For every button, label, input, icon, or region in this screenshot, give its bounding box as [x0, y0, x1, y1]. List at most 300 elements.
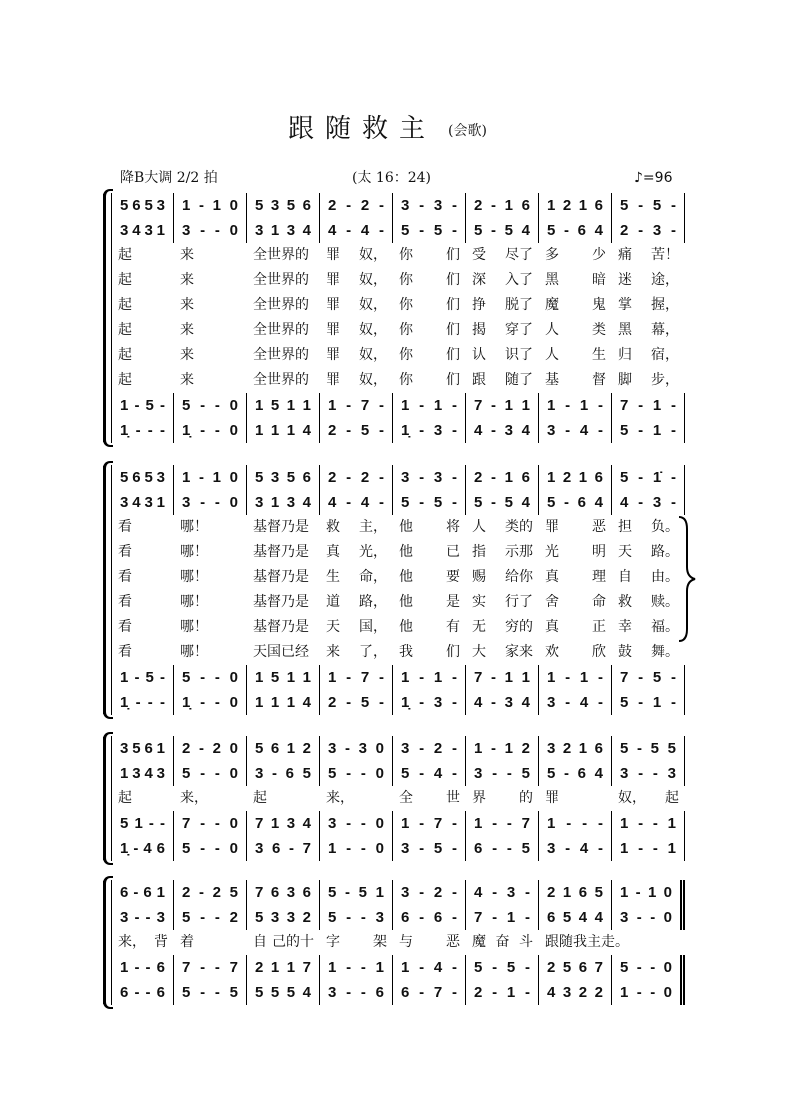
token: 看	[118, 569, 132, 585]
lyric-cell	[466, 930, 539, 955]
lyric-cell	[320, 368, 393, 393]
token: -	[638, 494, 644, 511]
lyric-cell	[174, 930, 247, 955]
token: 3	[156, 469, 165, 486]
token: 5	[620, 694, 629, 711]
token: -	[670, 222, 676, 239]
token: 6	[270, 740, 280, 757]
measure	[174, 665, 247, 690]
token: 0	[229, 765, 238, 782]
token: 3	[328, 740, 337, 757]
token: 1	[375, 884, 384, 901]
token: 2	[182, 740, 191, 757]
token: 1	[667, 840, 676, 857]
token: 1	[578, 197, 588, 214]
lyric-cell	[393, 515, 466, 540]
token: 5	[358, 884, 367, 901]
lyric-cell	[320, 615, 393, 640]
lyric-cell	[393, 318, 466, 343]
token: 类	[592, 322, 606, 338]
token: -	[200, 840, 206, 857]
token: 3	[433, 422, 443, 439]
token: 1	[328, 959, 337, 976]
token: 1	[474, 815, 483, 832]
lyric-line	[112, 515, 685, 540]
token: -	[451, 909, 457, 926]
token: 0	[663, 959, 672, 976]
lyric-cell	[174, 243, 247, 268]
token: 们	[446, 272, 460, 288]
token: -	[199, 469, 204, 486]
measure	[112, 665, 174, 690]
measure	[247, 761, 320, 786]
token: 2	[433, 884, 443, 901]
token: -	[491, 694, 496, 711]
token: 1	[120, 397, 129, 414]
token: 5	[521, 840, 530, 857]
token: 7	[433, 984, 443, 1001]
token: -	[378, 422, 384, 439]
token: 来，	[326, 790, 354, 806]
token: 真	[545, 569, 559, 585]
token: 暗	[592, 272, 606, 288]
measure	[612, 665, 685, 690]
lyric-cell	[393, 293, 466, 318]
lyric-cell	[247, 930, 320, 955]
lyric-cell	[612, 515, 685, 540]
token: -	[200, 669, 206, 686]
token: 5	[145, 397, 154, 414]
token: -	[491, 740, 496, 757]
token: 1	[433, 397, 443, 414]
token: -	[670, 469, 676, 486]
lyric-cell	[539, 368, 612, 393]
token: 4	[594, 222, 603, 239]
token: 3	[504, 694, 513, 711]
measure	[539, 880, 612, 905]
lyric-cell	[247, 293, 320, 318]
token: 0	[375, 740, 384, 757]
token: 奴，	[359, 247, 387, 263]
lyric-cell	[393, 930, 466, 955]
token: 6	[594, 740, 603, 757]
measure	[320, 955, 393, 980]
token: -	[636, 984, 642, 1001]
token: 起	[118, 347, 132, 363]
token: 恶	[592, 519, 606, 535]
token: 1̣	[120, 422, 129, 439]
token: 1	[286, 694, 296, 711]
token: 们	[446, 322, 460, 338]
measure	[393, 880, 466, 905]
tempo-marking: ♪=96	[634, 170, 673, 186]
token: 3	[156, 765, 165, 782]
token: -	[378, 197, 384, 214]
measure	[174, 905, 247, 930]
token: 6	[132, 197, 141, 214]
measure	[539, 490, 612, 515]
token: -	[451, 197, 457, 214]
token: 来，	[180, 790, 208, 806]
token: 3	[667, 765, 676, 782]
token: -	[451, 884, 457, 901]
token: 1	[620, 840, 629, 857]
token: 5	[594, 884, 603, 901]
token: 理	[592, 569, 606, 585]
token: -	[200, 422, 206, 439]
token: 欢	[545, 644, 559, 660]
token: 奋	[495, 934, 510, 950]
token: -	[135, 422, 141, 439]
lyric-cell	[393, 590, 466, 615]
token: 4	[579, 840, 589, 857]
token: 世	[446, 790, 460, 806]
token: 4	[132, 494, 141, 511]
token: 黑	[618, 322, 632, 338]
measure	[539, 193, 612, 218]
token: 5	[182, 909, 191, 926]
token: 明	[592, 544, 606, 560]
token: -	[650, 984, 656, 1001]
upper-staff-row	[112, 880, 685, 905]
token: 了，	[359, 644, 387, 660]
token: -	[638, 694, 644, 711]
scripture-reference: (太 16：24)	[352, 170, 432, 186]
token: 起	[118, 272, 132, 288]
token: 命	[592, 594, 606, 610]
token: 1	[286, 959, 296, 976]
token: 全	[399, 790, 413, 806]
token: 3	[433, 469, 443, 486]
measure	[112, 490, 174, 515]
token: -	[597, 694, 603, 711]
lyric-cell	[112, 615, 174, 640]
lyric-cell	[320, 243, 393, 268]
token: 5	[620, 197, 629, 214]
token: 5	[521, 765, 530, 782]
token: 5	[506, 959, 516, 976]
token: -	[346, 694, 352, 711]
measure	[174, 690, 247, 715]
lyric-cell	[466, 368, 539, 393]
lyric-cell	[539, 615, 612, 640]
token: -	[451, 669, 457, 686]
token: -	[565, 397, 571, 414]
measure	[393, 836, 466, 861]
lyric-cell	[174, 515, 247, 540]
token: 3	[547, 422, 556, 439]
token: -	[133, 840, 139, 857]
token: -	[199, 740, 204, 757]
measure	[612, 465, 685, 490]
measure	[612, 393, 685, 418]
measure	[174, 955, 247, 980]
token: 看	[118, 544, 132, 560]
token: 3	[182, 222, 191, 239]
token: 来	[180, 272, 194, 288]
measure	[539, 955, 612, 980]
token: 少	[592, 247, 606, 263]
lyric-line	[112, 268, 685, 293]
measure	[612, 418, 685, 443]
lyric-line	[112, 318, 685, 343]
token: 救	[618, 594, 632, 610]
lyric-cell	[539, 515, 612, 540]
lyric-cell	[247, 318, 320, 343]
token: 哪！	[180, 569, 208, 585]
token: 2	[594, 984, 603, 1001]
token: 4	[144, 765, 153, 782]
score-system	[111, 465, 685, 715]
token: 深	[472, 272, 486, 288]
token: 鼓	[618, 644, 632, 660]
token: 5	[229, 984, 238, 1001]
token: 3	[358, 740, 367, 757]
measure	[612, 811, 685, 836]
token: 5	[120, 469, 129, 486]
token: 1	[212, 197, 221, 214]
token: 1	[302, 669, 311, 686]
token: 0	[229, 815, 238, 832]
lyric-line	[112, 615, 685, 640]
token: 实	[472, 594, 486, 610]
token: 3	[286, 884, 296, 901]
token: 们	[446, 347, 460, 363]
measure	[539, 665, 612, 690]
token: 6	[577, 222, 586, 239]
measure	[612, 761, 685, 786]
measure	[320, 218, 393, 243]
token: 1	[270, 422, 280, 439]
token: 5	[650, 740, 659, 757]
token: -	[565, 669, 571, 686]
token: -	[491, 397, 496, 414]
token: 掌	[618, 297, 632, 313]
token: -	[159, 669, 165, 686]
token: 6	[302, 884, 311, 901]
token: 5	[270, 669, 280, 686]
token: 6	[285, 765, 294, 782]
token: -	[597, 840, 603, 857]
lyric-cell	[174, 268, 247, 293]
token: 6	[120, 984, 129, 1001]
token: 归	[618, 347, 632, 363]
token: -	[200, 765, 206, 782]
token: -	[214, 765, 220, 782]
lyric-cell	[247, 590, 320, 615]
token: -	[524, 884, 530, 901]
token: 3	[328, 815, 337, 832]
token: 1	[286, 397, 296, 414]
token: 0	[229, 694, 238, 711]
measure	[612, 193, 685, 218]
token: 全世界的	[253, 372, 309, 388]
token: 3	[652, 494, 662, 511]
measure	[247, 665, 320, 690]
token: 5	[547, 765, 556, 782]
token: 基督乃是	[253, 594, 309, 610]
token: 来	[180, 247, 194, 263]
token: 3	[401, 197, 410, 214]
lyric-cell	[466, 318, 539, 343]
token: 无	[472, 619, 486, 635]
token: 4	[360, 494, 370, 511]
token: 3	[144, 222, 153, 239]
lyric-cell	[112, 640, 174, 665]
token: 1	[579, 397, 589, 414]
measure	[466, 761, 539, 786]
token: -	[582, 815, 588, 832]
token: 你	[399, 347, 413, 363]
token: 5	[182, 397, 191, 414]
measure	[174, 393, 247, 418]
token: 3	[401, 740, 410, 757]
brace-icon	[677, 515, 697, 643]
lyric-cell	[539, 565, 612, 590]
measure	[320, 418, 393, 443]
lyric-brace	[677, 515, 697, 643]
upper-staff-row	[112, 465, 685, 490]
token: 大	[472, 644, 486, 660]
token: 2	[474, 984, 483, 1001]
measure	[112, 218, 174, 243]
token: 4	[302, 222, 311, 239]
token: 1	[255, 397, 264, 414]
token: 4	[302, 494, 311, 511]
token: 看	[118, 619, 132, 635]
token: 5	[620, 422, 629, 439]
token: 有	[446, 619, 460, 635]
token: 跟	[472, 372, 486, 388]
token: 光	[545, 544, 559, 560]
measure	[612, 690, 685, 715]
token: 2	[433, 740, 443, 757]
token: 1	[286, 422, 296, 439]
lyric-cell	[466, 540, 539, 565]
token: 斗	[519, 934, 533, 950]
token: 6	[521, 197, 530, 214]
lyric-cell	[320, 640, 393, 665]
token: -	[145, 959, 151, 976]
measure	[320, 736, 393, 761]
token: 与	[399, 934, 413, 950]
token: 魔	[472, 934, 486, 950]
token: 3	[270, 469, 280, 486]
token: -	[214, 397, 220, 414]
token: 5	[547, 222, 556, 239]
token: 1	[547, 397, 556, 414]
measure	[539, 980, 612, 1005]
lyric-cell	[393, 615, 466, 640]
token: 来，	[118, 934, 146, 950]
page-subtitle: (会歌)	[448, 123, 487, 139]
token: 5	[182, 984, 191, 1001]
lyric-line	[112, 565, 685, 590]
measure	[247, 736, 320, 761]
token: 1	[620, 884, 629, 901]
measure	[393, 905, 466, 930]
token: 0	[375, 840, 384, 857]
token: 1	[506, 984, 516, 1001]
token: 来	[180, 297, 194, 313]
token: 4	[143, 840, 152, 857]
measure	[247, 193, 320, 218]
token: 4	[302, 984, 311, 1001]
token: 他	[399, 519, 413, 535]
token: 4	[328, 222, 337, 239]
token: 3	[120, 909, 129, 926]
lyric-cell	[393, 368, 466, 393]
token: -	[492, 815, 498, 832]
token: 3	[474, 765, 483, 782]
token: -	[214, 494, 220, 511]
token: 3	[562, 984, 572, 1001]
token: 基督乃是	[253, 544, 309, 560]
token: -	[200, 909, 206, 926]
token: 示那	[505, 544, 533, 560]
token: -	[147, 694, 153, 711]
measure	[539, 736, 612, 761]
token: -	[145, 909, 151, 926]
token: 要	[446, 569, 460, 585]
token: -	[670, 397, 676, 414]
token: 1	[506, 909, 516, 926]
token: 4	[578, 909, 588, 926]
token: 5	[360, 422, 370, 439]
token: -	[145, 984, 151, 1001]
token: 6	[272, 840, 281, 857]
token: 7	[474, 397, 483, 414]
token: 痛	[618, 247, 632, 263]
token: 起	[665, 790, 679, 806]
token: 3	[120, 740, 129, 757]
lyric-line	[112, 343, 685, 368]
measure	[539, 761, 612, 786]
measure	[247, 811, 320, 836]
token: 他	[399, 569, 413, 585]
token: -	[200, 959, 206, 976]
token: 来	[326, 644, 340, 660]
token: -	[419, 469, 425, 486]
token: 1	[433, 669, 443, 686]
measure	[393, 811, 466, 836]
measure	[320, 690, 393, 715]
lyric-cell	[466, 343, 539, 368]
token: 1	[270, 494, 280, 511]
token: 1	[120, 959, 129, 976]
lyric-cell	[612, 293, 685, 318]
token: 哪！	[180, 644, 208, 660]
token: -	[160, 422, 165, 439]
token: -	[419, 909, 425, 926]
token: -	[491, 494, 496, 511]
key-signature: 降B大调 2/2 拍	[120, 170, 218, 186]
token: 受	[472, 247, 486, 263]
token: -	[378, 494, 384, 511]
lyric-cell	[320, 318, 393, 343]
token: 2	[620, 222, 629, 239]
token: -	[638, 669, 644, 686]
token: 赐	[472, 569, 486, 585]
token: 5	[120, 815, 129, 832]
token: 4	[474, 884, 483, 901]
token: 1̣	[182, 422, 191, 439]
measure	[466, 955, 539, 980]
token: 3	[547, 740, 556, 757]
measure	[174, 218, 247, 243]
measure	[393, 193, 466, 218]
measure	[320, 465, 393, 490]
